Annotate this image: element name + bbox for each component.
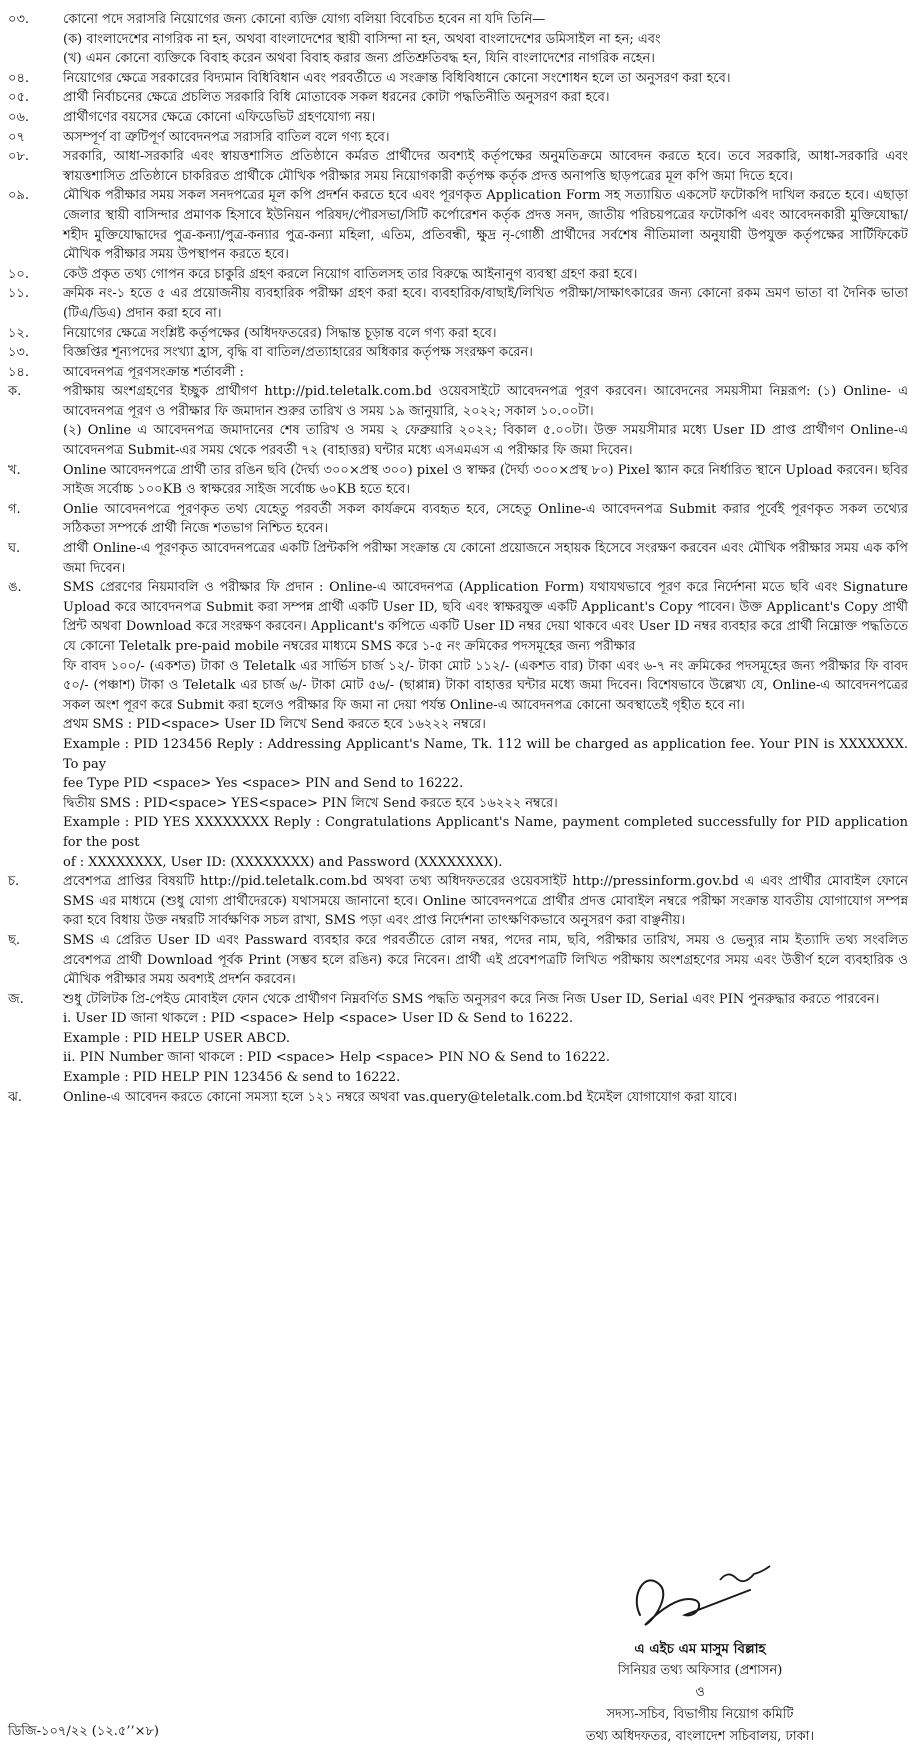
condition-text — [63, 1088, 908, 1108]
condition-text — [63, 461, 908, 500]
condition-item — [8, 1088, 908, 1108]
handwritten-signature — [540, 1540, 860, 1640]
condition-number: ০৭ — [8, 129, 25, 145]
condition-line: Example : PID 123456 Reply : Addressing Applicant's Name, Tk. 112 will be charged as application fee. Your PIN is XXXXXXX. To pay — [63, 736, 908, 772]
condition-item — [8, 578, 908, 872]
condition-item — [8, 147, 908, 186]
condition-item — [8, 500, 908, 539]
condition-line: অসম্পূর্ণ বা ত্রুটিপূর্ণ আবেদনপত্র সরাসরি বাতিল বলে গণ্য হবে। — [63, 129, 390, 145]
condition-line: শুধু টেলিটক প্রি-পেইড মোবাইল ফোন থেকে প্রার্থীগণ নিম্নবর্ণিত SMS পদ্ধতি অনুসরণ করে নিজ নিজ User ID, Serial এবং PIN পুনরুদ্ধার করতে পারবেন। — [63, 991, 880, 1007]
condition-item — [8, 990, 908, 1088]
condition-text — [63, 108, 908, 128]
condition-item — [8, 363, 908, 383]
conditions-list — [8, 10, 908, 1107]
condition-number: ১২. — [8, 325, 30, 341]
condition-line: Example : PID HELP USER ABCD. — [63, 1030, 290, 1046]
signature-scribble — [600, 1540, 800, 1640]
condition-text — [63, 186, 908, 264]
condition-line: Online-এ আবেদন করতে কোনো সমস্যা হলে ১২১ নম্বরে অথবা vas.query@teletalk.com.bd ইমেইল যোগাযোগ করা যাবে। — [63, 1089, 738, 1105]
condition-number: ঝ. — [8, 1089, 22, 1105]
condition-text — [63, 872, 908, 931]
condition-line: Example : PID YES XXXXXXXX Reply : Congratulations Applicant's Name, payment completed successfully for PID application for the post — [63, 815, 908, 850]
condition-line: (খ) এমন কোনো ব্যক্তিকে বিবাহ করেন অথবা বিবাহ করার জন্য প্রতিশ্রুতিবদ্ধ হন, যিনি বাংলাদেশের নাগরিক নহেন। — [63, 51, 655, 67]
condition-item — [8, 108, 908, 128]
condition-line: প্রবেশপত্র প্রাপ্তির বিষয়টি http://pid.teletalk.com.bd অথবা তথ্য অধিদফতরের ওয়েবসাইট http://pressinform.gov.bd এ এবং প্রার্থীর মোবাইল ফোনে SMS এর মাধ্যমে (শুধু যোগ্য প্রার্থীদেরকে) যথাসময়ে জানানো হবে। Online আবেদনপত্রে প্রার্থীর প্রদত্ত মোবাইল নম্বরে পরীক্ষা সংক্রান্ত যাবতীয় যোগাযোগ সম্পন্ন করা হবে বিধায় উক্ত নম্বরটি সার্বক্ষণিক সচল রাখা, SMS পড়া এবং প্রাপ্ত নির্দেশনা তাৎক্ষণিকভাবে অনুসরণ করা বাঞ্ছনীয়। — [63, 874, 908, 929]
condition-line: প্রথম SMS : PID<space> User ID লিখে Send করতে হবে ১৬২২২ নম্বরে। — [63, 717, 486, 733]
condition-number: গ. — [8, 501, 21, 517]
condition-text — [63, 69, 908, 89]
condition-line: প্রার্থী নির্বাচনের ক্ষেত্রে প্রচলিত সরকারি বিধি মোতাবেক সকল ধরনের কোটা পদ্ধতিনীতি অনুসরণ করা হবে। — [63, 90, 610, 106]
condition-item — [8, 88, 908, 108]
condition-line: ক্রমিক নং-১ হতে ৫ এর প্রয়োজনীয় ব্যবহারিক পরীক্ষা গ্রহণ করা হবে। ব্যবহারিক/বাছাই/লিখিত পরীক্ষা/সাক্ষাৎকারের জন্য কোনো রকম ভ্রমণ ভাতা বা দৈনিক ভাতা (টিএ/ডিএ) প্রদান করা হবে না। — [63, 286, 908, 321]
condition-number: ১১. — [8, 286, 30, 302]
condition-item — [8, 382, 908, 460]
condition-line: SMS প্রেরণের নিয়মাবলি ও পরীক্ষার ফি প্রদান : Online-এ আবেদনপত্র (Application Form) যথাযথভাবে পূরণ করে নির্দেশনা মতে ছবি এবং Signature Upload করে আবেদনপত্র Submit করা সম্পন্ন প্রার্থী একটি User ID, ছবি এবং স্বাক্ষরযুক্ত একটি Applicant's Copy পাবেন। উক্ত Applicant's Copy প্রার্থী প্রিন্ট অথবা Download করে সংরক্ষণ করবেন। Applicant's কপিতে একটি User ID নম্বর দেয়া থাকবে এবং User ID নম্বর ব্যবহার করে প্রার্থী নিম্নোক্ত পদ্ধতিতে যে কোনো Teletalk pre-paid mobile নম্বরের মাধ্যমে SMS করে ১-৫ নং ক্রমিকের পদসমূহের জন্য পরীক্ষার — [63, 580, 908, 654]
condition-line: (২) Online এ আবেদনপত্র জমাদানের শেষ তারিখ ও সময় ২ ফেব্রুয়ারি ২০২২; বিকাল ৫.০০টা। উক্ত সময়সীমার মধ্যে User ID প্রাপ্ত প্রার্থীগণ Online-এ আবেদনপত্র Submit-এর সময় থেকে পরবর্তী ৭২ (বাহাত্তর) ঘন্টার মধ্যে এসএমএস এ পরীক্ষার ফি জমা দিবেন। — [63, 423, 908, 459]
condition-text — [63, 284, 908, 323]
signatory-role: সদস্য-সচিব, বিভাগীয় নিয়োগ কমিটি — [606, 1706, 794, 1722]
condition-line: পরীক্ষায় অংশগ্রহণের ইচ্ছুক প্রার্থীগণ http://pid.teletalk.com.bd ওয়েবসাইটে আবেদনপত্র পূরণ করবেন। আবেদনের সময়সীমা নিম্নরূপ: (১) Online- এ আবেদনপত্র পূরণ ও পরীক্ষার ফি জমাদান শুরুর তারিখ ও সময় ১৯ জানুয়ারি, ২০২২; সকাল ১০.০০টা। — [63, 384, 908, 419]
condition-number: ১৪. — [8, 364, 30, 380]
condition-item — [8, 128, 908, 148]
condition-text — [63, 363, 908, 383]
condition-line: আবেদনপত্র পূরণসংক্রান্ত শর্তাবলী : — [63, 364, 244, 380]
condition-line: (ক) বাংলাদেশের নাগরিক না হন, অথবা বাংলাদেশের স্থায়ী বাসিন্দা না হন, অথবা বাংলাদেশের ডমিসাইল না হন; এবং — [63, 31, 661, 47]
condition-number: ০৬. — [8, 109, 30, 125]
condition-line: দ্বিতীয় SMS : PID<space> YES<space> PIN লিখে Send করতে হবে ১৬২২২ নম্বরে। — [63, 795, 558, 811]
condition-number: ঘ. — [8, 541, 21, 557]
condition-number: ১০. — [8, 266, 30, 282]
condition-number: ঙ. — [8, 580, 22, 596]
condition-text — [63, 147, 908, 186]
condition-number: চ. — [8, 874, 20, 890]
condition-number: ক. — [8, 384, 22, 400]
signatory-conjunction: ও — [695, 1684, 705, 1700]
condition-item — [8, 343, 908, 363]
condition-line: SMS এ প্রেরিত User ID এবং Passward ব্যবহার করে পরবর্তীতে রোল নম্বর, পদের নাম, ছবি, পরীক্ষার তারিখ, সময় ও ভেন্যুর নাম ইত্যাদি তথ্য সংবলিত প্রবেশপত্র প্রার্থী Download পূর্বক Print (সম্ভব হলে রঙিন) করে নিবেন। প্রার্থী এই প্রবেশপত্রটি লিখিত পরীক্ষায় অংশগ্রহণের সময় এবং উত্তীর্ণ হলে ব্যবহারিক ও মৌখিক পরীক্ষার সময় অবশ্যই প্রদর্শন করবেন। — [63, 932, 908, 988]
condition-line: of : XXXXXXXX, User ID: (XXXXXXXX) and Password (XXXXXXXX). — [63, 854, 503, 870]
condition-item — [8, 265, 908, 285]
condition-line: নিয়োগের ক্ষেত্রে সংশ্লিষ্ট কর্তৃপক্ষের (অধিদফতরের) সিদ্ধান্ত চূড়ান্ত বলে গণ্য করা হবে। — [63, 325, 497, 341]
condition-text — [63, 10, 908, 69]
condition-text — [63, 88, 908, 108]
condition-number: খ. — [8, 462, 21, 478]
condition-number: ১৩. — [8, 345, 30, 361]
condition-number: ০৪. — [8, 70, 30, 86]
condition-line: প্রার্থীগণের বয়সের ক্ষেত্রে কোনো এফিডেভিট গ্রহণযোগ্য নয়। — [63, 109, 376, 125]
condition-text — [63, 343, 908, 363]
condition-line: কোনো পদে সরাসরি নিয়োগের জন্য কোনো ব্যক্তি যোগ্য বলিয়া বিবেচিত হবেন না যদি তিনি— — [63, 12, 546, 27]
condition-text — [63, 931, 908, 990]
condition-number: ০৮. — [8, 149, 30, 165]
condition-number: ছ. — [8, 932, 21, 948]
signatory-name: এ এইচ এম মাসুম বিল্লাহ — [634, 1641, 766, 1657]
condition-item — [8, 931, 908, 990]
condition-text — [63, 128, 908, 148]
condition-number: ০৯. — [8, 188, 30, 204]
condition-item — [8, 10, 908, 69]
condition-text — [63, 265, 908, 285]
condition-line: প্রার্থী Online-এ পূরণকৃত আবেদনপত্রের একটি প্রিন্টকপি পরীক্ষা সংক্রান্ত যে কোনো প্রয়োজনে সহায়ক হিসেবে সংরক্ষণ করবেন এবং মৌখিক পরীক্ষার সময় এক কপি জমা দিবেন। — [63, 541, 908, 576]
signature-block — [540, 1540, 860, 1748]
condition-line: Onlie আবেদনপত্রে পূরণকৃত তথ্য যেহেতু পরবর্তী সকল কার্যক্রমে ব্যবহৃত হবে, সেহেতু Online-এ আবেদনপত্র Submit করার পূর্বেই পূরণকৃত সকল তথ্যের সঠিকতা সম্পর্কে প্রার্থী নিজে শতভাগ নিশ্চিত হবেন। — [63, 501, 908, 537]
condition-line: Example : PID HELP PIN 123456 & send to 16222. — [63, 1070, 401, 1086]
condition-line: সরকারি, আধা-সরকারি এবং স্বায়ত্তশাসিত প্রতিষ্ঠানে কর্মরত প্রার্থীদের অবশ্যই কর্তৃপক্ষের অনুমতিক্রমে আবেদন করতে হবে। তবে সরকারি, আধা-সরকারি এবং স্বায়ত্তশাসিত প্রতিষ্ঠানে চাকরিরত প্রার্থীকে মৌখিক পরীক্ষার সময় নিয়োগকারী কর্তৃপক্ষ কর্তৃক প্রদত্ত অনাপত্তি ছাড়পত্রের মূল কপি জমা দিতে হবে। — [63, 149, 908, 184]
condition-item — [8, 872, 908, 931]
signatory-designation: সিনিয়র তথ্য অফিসার (প্রশাসন) — [617, 1662, 783, 1678]
condition-line: ফি বাবদ ১০০/- (একশত) টাকা ও Teletalk এর সার্ভিস চার্জ ১২/- টাকা মোট ১১২/- (একশত বার) টাকা এবং ৬-৭ নং ক্রমিকের পদসমূহের জন্য পরীক্ষার ফি বাবদ ৫০/- (পঞ্চাশ) টাকা ও Teletalk এর চার্জ ৬/- টাকা মোট ৫৬/- (ছাপ্পান্ন) টাকা বাহাত্তর ঘন্টার মধ্যে জমা দিবেন। বিশেষভাবে উল্লেখ্য যে, Online-এ আবেদনপত্রের সকল অংশ পূরণ করে Submit করা হলেও পরীক্ষার ফি জমা না দেয়া পর্যন্ত Online-এ আবেদনপত্র কোনো অবস্থাতেই গৃহীত হবে না। — [63, 658, 908, 713]
condition-text — [63, 578, 908, 872]
condition-item — [8, 186, 908, 264]
condition-line: i. User ID জানা থাকলে : PID <space> Help <space> User ID & Send to 16222. — [63, 1011, 574, 1027]
condition-item — [8, 461, 908, 500]
condition-item — [8, 69, 908, 89]
condition-item — [8, 284, 908, 323]
condition-line: বিজ্ঞপ্তির শূন্যপদের সংখ্যা হ্রাস, বৃদ্ধি বা বাতিল/প্রত্যাহারের অধিকার কর্তৃপক্ষ সংরক্ষণ করেন। — [63, 345, 533, 361]
condition-line: fee Type PID <space> Yes <space> PIN and Send to 16222. — [63, 776, 464, 792]
signatory-office: তথ্য অধিদফতর, বাংলাদেশ সচিবালয়, ঢাকা। — [585, 1728, 815, 1744]
condition-line: কেউ প্রকৃত তথ্য গোপন করে চাকুরি গ্রহণ করলে নিয়োগ বাতিলসহ তার বিরুদ্ধে আইনানুগ ব্যবস্থা গ্রহণ করা হবে। — [63, 266, 638, 282]
condition-text — [63, 382, 908, 460]
condition-line: ii. PIN Number জানা থাকলে : PID <space> Help <space> PIN NO & Send to 16222. — [63, 1050, 611, 1066]
condition-number: ০৩. — [8, 12, 30, 27]
notice-code: ডিজি-১০৭/২২ (১২.৫’’×৮) — [8, 1724, 159, 1739]
condition-number: ০৫. — [8, 90, 30, 106]
condition-item — [8, 539, 908, 578]
condition-line: Online আবেদনপত্রে প্রার্থী তার রঙিন ছবি (দৈর্ঘ্য ৩০০×প্রস্থ ৩০০) pixel ও স্বাক্ষর (দৈর্ঘ্য ৩০০×প্রস্থ ৮০) Pixel স্ক্যান করে নির্ধারিত স্থানে Upload করবেন। ছবির সাইজ সর্বোচ্চ ১০০KB ও স্বাক্ষরের সাইজ সর্বোচ্চ ৬০KB হতে হবে। — [63, 462, 908, 498]
condition-text — [63, 324, 908, 344]
condition-text — [63, 990, 908, 1088]
condition-line: নিয়োগের ক্ষেত্রে সরকারের বিদ্যমান বিধিবিধান এবং পরবর্তীতে এ সংক্রান্ত বিধিবিধানে কোনো সংশোধন হলে তা অনুসরণ করা হবে। — [63, 70, 731, 86]
condition-text — [63, 500, 908, 539]
condition-text — [63, 539, 908, 578]
condition-line: মৌখিক পরীক্ষার সময় সকল সনদপত্রের মূল কপি প্রদর্শন করতে হবে এবং পূরণকৃত Application Form সহ সত্যায়িত একসেট ফটোকপি দাখিল করতে হবে। এছাড়া জেলার স্থায়ী বাসিন্দার প্রমাণক হিসাবে ইউনিয়ন পরিষদ/পৌরসভা/সিটি কর্পোরেশন কর্তৃক প্রদত্ত সনদ, জাতীয় পরিচয়পত্রের ফটোকপি এবং আবেদনকারী মুক্তিযোদ্ধা/শহীদ মুক্তিযোদ্ধাদের পুত্র-কন্যা/পুত্র-কন্যার পুত্র-কন্যা মহিলা, এতিম, প্রতিবন্ধী, ক্ষুদ্র নৃ-গোষ্ঠী প্রার্থীদের সর্বশেষ নীতিমালা অনুযায়ী উপযুক্ত কর্তৃপক্ষের সার্টিফিকেট মৌখিক পরীক্ষার সময় উপস্থাপন করতে হবে। — [63, 188, 908, 263]
condition-item — [8, 324, 908, 344]
condition-number: জ. — [8, 991, 24, 1007]
